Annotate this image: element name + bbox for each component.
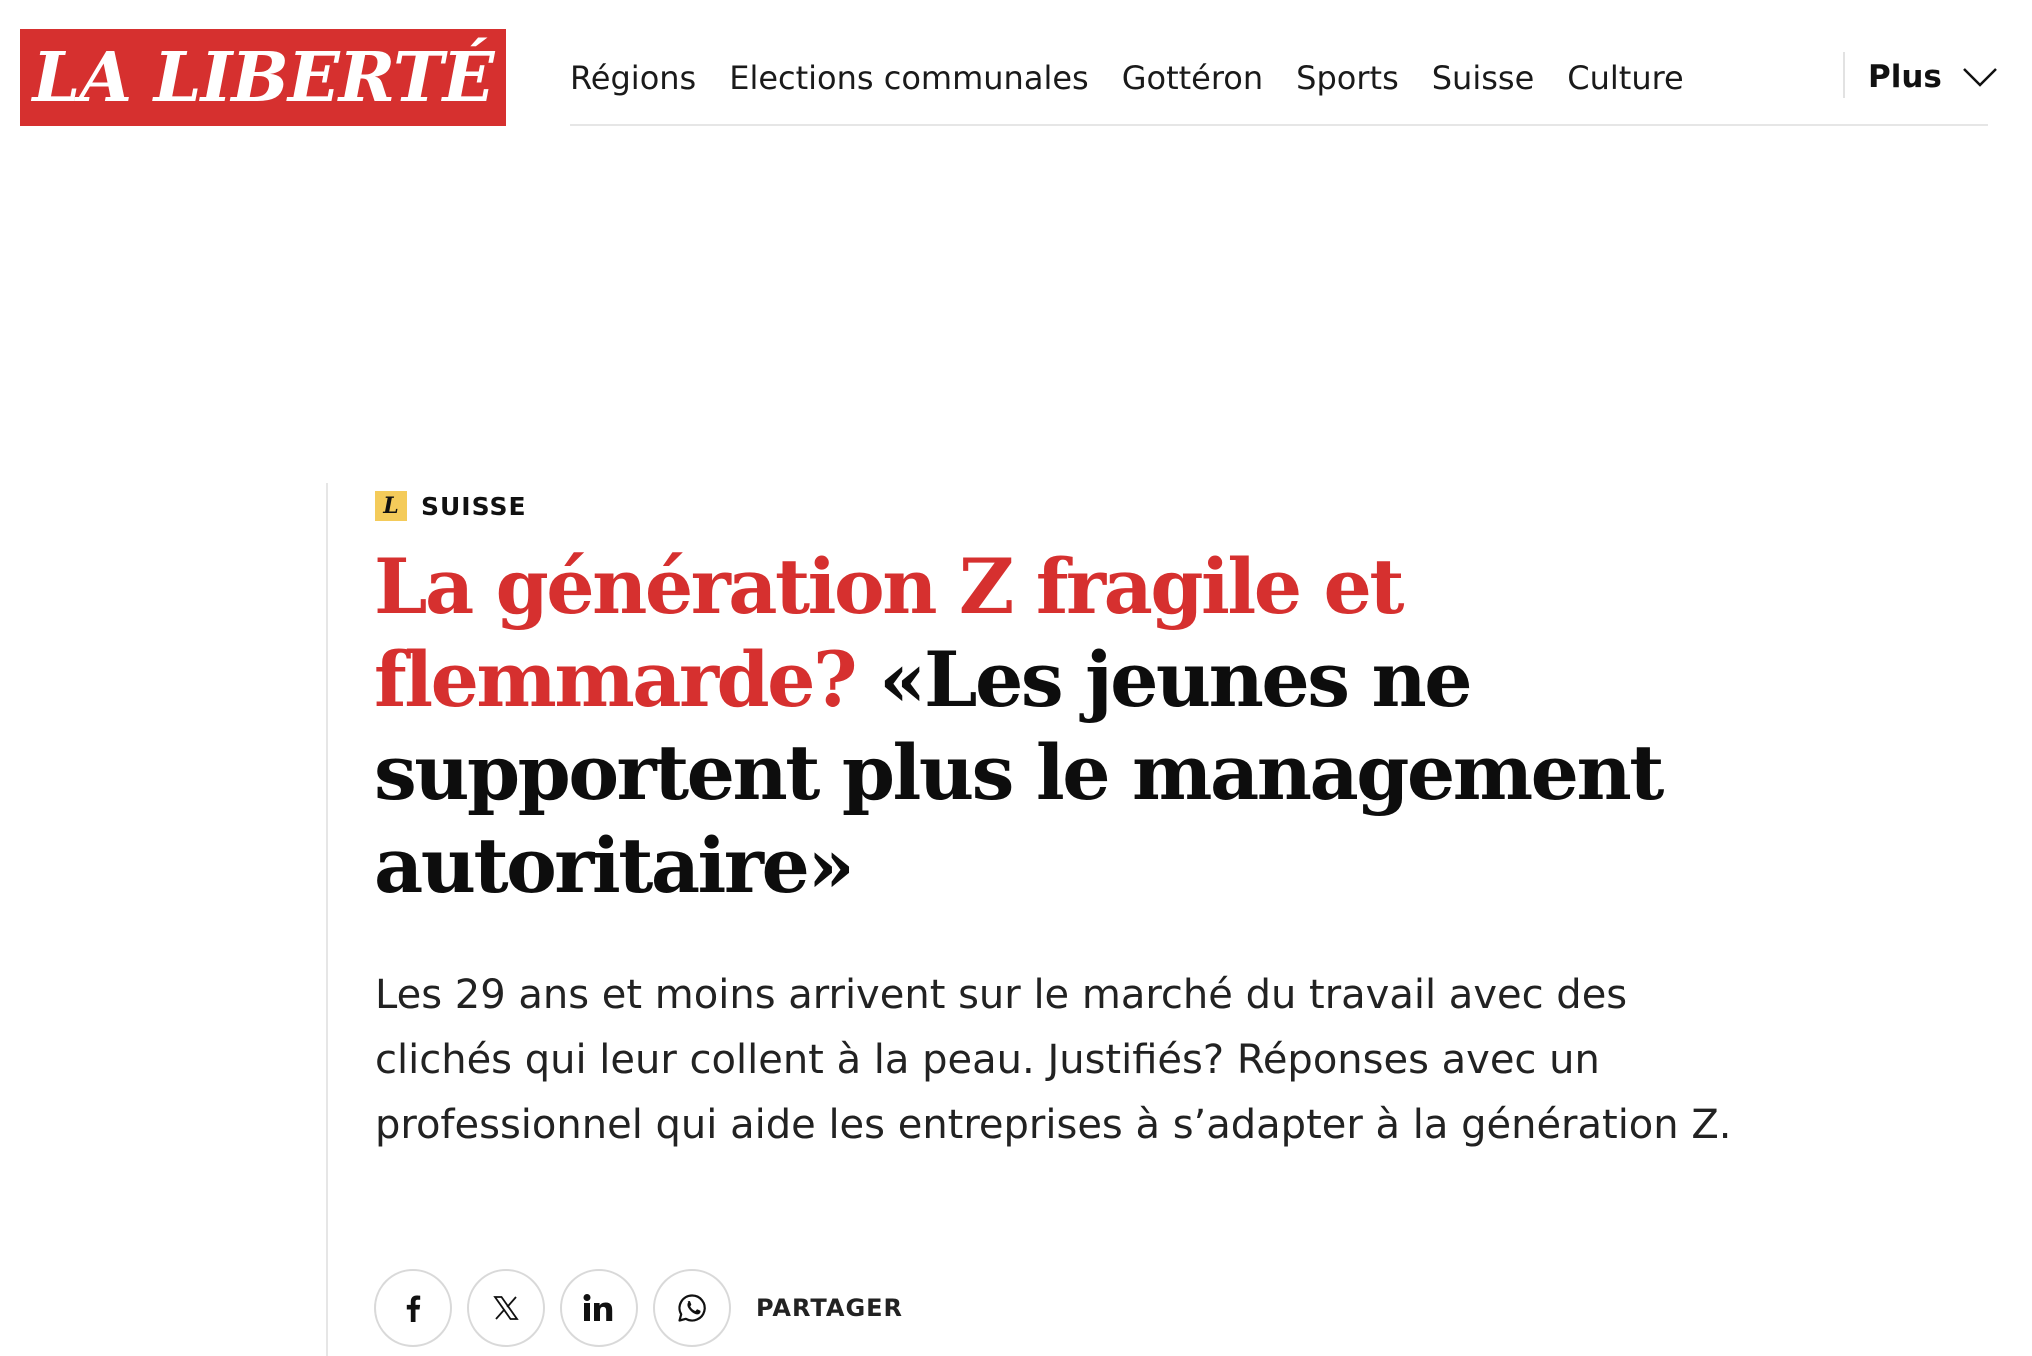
site-logo[interactable] [20,29,506,126]
main-nav [570,52,1717,104]
more-menu-button[interactable] [1868,52,1998,102]
share-linkedin-button[interactable] [560,1269,638,1347]
share-whatsapp-button[interactable] [653,1269,731,1347]
headline-main: «Les jeunes ne supportent plus le management autoritaire» [374,635,1662,910]
nav-item-culture[interactable]: Culture [1567,59,1684,97]
facebook-icon [398,1293,428,1323]
article-left-rule [326,483,328,1356]
article-lead: Les 29 ans et moins arrivent sur le marché du travail avec des clichés qui leur collent à la peau. Justifiés? Réponses avec un professionnel qui aide les entreprises à s’adapter à la génération Z. [375,972,1732,1148]
more-menu-label: Plus [1868,59,1942,95]
article-headline [374,540,1704,912]
category-badge-icon: L [375,491,407,521]
nav-item-sports[interactable]: Sports [1296,59,1399,97]
chevron-down-icon [1962,66,1998,88]
category-label: SUISSE [421,491,527,521]
nav-item-gotteron[interactable]: Gottéron [1121,59,1264,97]
headline-kicker: La génération Z fragile et flemmarde? [374,542,1402,724]
share-facebook-button[interactable] [374,1269,452,1347]
whatsapp-icon [676,1292,708,1324]
share-bar [374,1269,903,1347]
site-logo-text: LA LIBERTÉ [32,37,494,118]
nav-divider [1843,52,1845,98]
nav-item-suisse[interactable]: Suisse [1431,59,1535,97]
article-category[interactable] [375,491,527,521]
share-label: PARTAGER [756,1294,904,1322]
x-icon [492,1294,520,1322]
header-divider [570,124,1988,126]
nav-item-elections-communales[interactable]: Elections communales [729,59,1089,97]
share-x-button[interactable] [467,1269,545,1347]
nav-item-regions[interactable]: Régions [570,59,697,97]
linkedin-icon [582,1293,616,1323]
